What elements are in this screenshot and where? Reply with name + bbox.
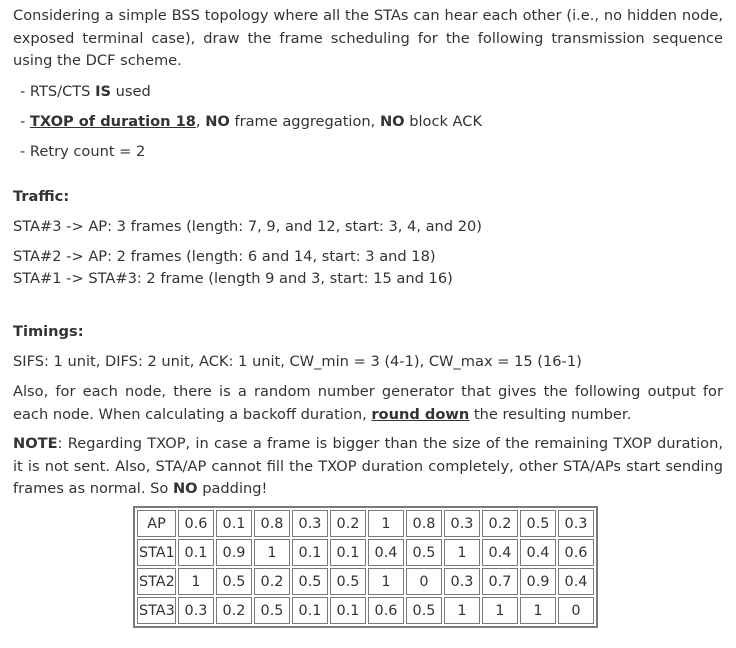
table-cell: 0.1	[216, 510, 252, 537]
table-cell: 0.2	[216, 597, 252, 624]
table-cell: 0.5	[330, 568, 366, 595]
traffic-line-sta3: STA#3 -> AP: 3 frames (length: 7, 9, and 12, start: 3, 4, and 20)	[13, 218, 482, 235]
table-cell: 0.5	[406, 539, 442, 566]
table-cell: 0.6	[558, 539, 594, 566]
table-cell: 1	[254, 539, 290, 566]
table-cell: 0.1	[330, 597, 366, 624]
table-row	[137, 597, 594, 624]
table-cell: 0.2	[254, 568, 290, 595]
bullet-txop: - TXOP of duration 18, NO frame aggregation, NO block ACK	[20, 113, 483, 130]
table-cell: 1	[520, 597, 556, 624]
table-cell: 0.4	[558, 568, 594, 595]
table-cell: 0.2	[330, 510, 366, 537]
table-cell: 0.8	[406, 510, 442, 537]
rng-paragraph: Also, for each node, there is a random number generator that gives the following output for each node. When calculating a backoff duration, round down the resulting number.	[13, 383, 723, 423]
table-cell: 0.1	[178, 539, 214, 566]
table-cell: 1	[482, 597, 518, 624]
table-cell: 0.1	[330, 539, 366, 566]
table-cell: 0.2	[482, 510, 518, 537]
row-label: AP	[137, 510, 176, 537]
table-cell: 0.3	[292, 510, 328, 537]
row-label: STA1	[137, 539, 176, 566]
table-row	[137, 510, 594, 537]
table-cell: 0	[558, 597, 594, 624]
table-cell: 0.3	[558, 510, 594, 537]
traffic-heading: Traffic:	[13, 188, 70, 205]
table-cell: 1	[444, 597, 480, 624]
table-cell: 1	[444, 539, 480, 566]
table-cell: 0.1	[292, 539, 328, 566]
intro-paragraph: Considering a simple BSS topology where all the STAs can hear each other (i.e., no hidden node, exposed terminal case), draw the frame scheduling for the following transmission sequence using the DCF scheme.	[13, 7, 723, 69]
table-cell: 0.9	[216, 539, 252, 566]
table-cell: 0.3	[444, 510, 480, 537]
table-cell: 1	[368, 568, 404, 595]
table-cell: 0.3	[444, 568, 480, 595]
round-down-emphasis: round down	[371, 405, 470, 423]
table-cell: 0.5	[406, 597, 442, 624]
table-cell: 0.6	[368, 597, 404, 624]
txop-duration-emphasis: TXOP of duration 18	[29, 113, 196, 130]
table-row	[137, 568, 594, 595]
table-row	[137, 539, 594, 566]
table-cell: 0.5	[520, 510, 556, 537]
table-cell: 0.8	[254, 510, 290, 537]
table-cell: 0.4	[520, 539, 556, 566]
table-cell: 0	[406, 568, 442, 595]
table-cell: 0.5	[254, 597, 290, 624]
traffic-line-sta2: STA#2 -> AP: 2 frames (length: 6 and 14, start: 3 and 18)	[13, 248, 436, 265]
table-cell: 0.7	[482, 568, 518, 595]
table-cell: 1	[178, 568, 214, 595]
bullet-retry-count: - Retry count = 2	[20, 143, 146, 160]
table-cell: 0.5	[216, 568, 252, 595]
table-cell: 0.4	[482, 539, 518, 566]
table-cell: 1	[368, 510, 404, 537]
table-cell: 0.4	[368, 539, 404, 566]
table-cell: 0.5	[292, 568, 328, 595]
table-cell: 0.6	[178, 510, 214, 537]
bullet-rts-cts: - RTS/CTS IS used	[20, 83, 151, 100]
note-paragraph: NOTE: Regarding TXOP, in case a frame is bigger than the size of the remaining TXOP duration, it is not sent. Also, STA/AP cannot fill the TXOP duration completely, other STA/APs start sending frames as normal. So NO padding!	[13, 435, 723, 497]
random-number-table	[133, 506, 598, 628]
table-cell: 0.3	[178, 597, 214, 624]
timings-line: SIFS: 1 unit, DIFS: 2 unit, ACK: 1 unit, CW_min = 3 (4-1), CW_max = 15 (16-1)	[13, 353, 582, 370]
table-cell: 0.9	[520, 568, 556, 595]
table-cell: 0.1	[292, 597, 328, 624]
row-label: STA3	[137, 597, 176, 624]
timings-heading: Timings:	[13, 323, 84, 340]
row-label: STA2	[137, 568, 176, 595]
traffic-line-sta1: STA#1 -> STA#3: 2 frame (length 9 and 3, start: 15 and 16)	[13, 270, 453, 287]
